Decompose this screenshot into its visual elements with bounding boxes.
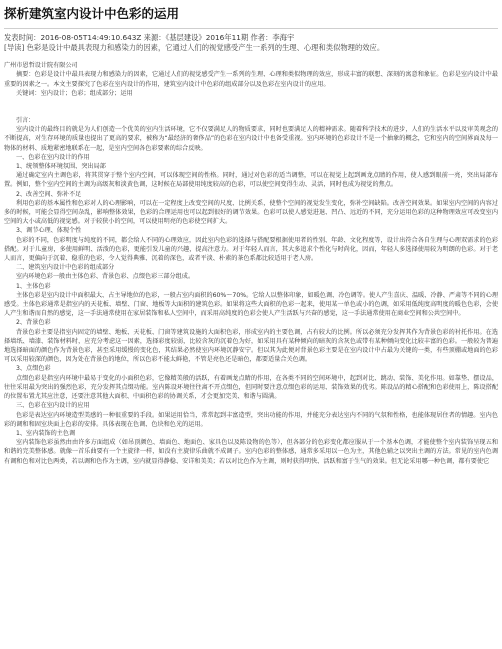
keywords-line: 关键词：室内设计；色彩；组成部分；运用 bbox=[16, 89, 133, 97]
article-title: 探析建筑室内设计中色彩的运用 bbox=[4, 6, 180, 21]
body-paragraph: 利用色彩的基本属性和色彩对人的心理影响，可以在一定程度上改变空间的尺度、比例关系，使整个空间的视觉发生变化，弥补空间缺陷。改善空间效果。如果室内空间的内容过多的时候，可能会显得空间杂乱，影响整体效果，色彩的合理运用也可以起到很好的调节效果。色彩可以使人感觉进退、凹凸、远近的不同，充分运用色彩的这种物理效应可改变室内空间的大小或高低的视觉感。对于较狭小的空间，可以使用明亮的色彩使空间扩大。 bbox=[4, 199, 498, 226]
body-paragraph: 色彩是表达室内环境造型美感的一种很重要的手段。如果运用恰当，常常起到丰富造型，突出功能的作用，并能充分表达室内不同的气氛和性格，也能体现居住者的情趣。室内色彩的调和和固室块面上色彩的安排。具体表现在色调、色块和色光的运用。 bbox=[4, 411, 498, 428]
subsection-heading: 1、主体色彩 bbox=[16, 282, 51, 290]
publication-meta: 发表时间：2016-08-05T14:49:10.643Z 来源：《基层建设》2016年11期 作者：李海宇 bbox=[4, 33, 295, 42]
body-paragraph: 点缀色彩是指室内环境中最易于变化的小面积色彩，它像精美般的活跃，有着画龙点睛的作用，在各类不同的空间环境中，起到对比、跳动、装饰、美化作用。如靠垫、摆设品，往往采用最为突出的强烈色彩，充分发挥其点缀功能。室内陈设环境往往离不开点缀色，但同时要注意点缀色彩的运用、装饰效果的优劣。陈设品的精心搭配和色彩使用上，陈设搭配的位置布置尤其应注意，还要注意其他大面积、中面积色彩的协调关系，才会更加完美、和谐与圆满。 bbox=[4, 374, 498, 401]
author-affiliation: 广州市恩哲设计院有限公司 bbox=[4, 62, 78, 70]
subsection-heading: 1、室内装饰的主色调 bbox=[16, 429, 76, 437]
body-paragraph: 背景色彩主要是指室内固定的墙壁、地板、天花板、门窗等建筑设施的大面积色彩，形成室内的主要色调，占有较大的比例。所以必须充分发挥其作为背景色彩的衬托作用。在选择墙纸、墙漆、装饰材料时，应充分考虑这一因素，选择彩度较弱，比较含灰的沉着色为好，如采用具有某种倾向的暗灰的含灰色或带有某种倾向变化比较丰富的色彩。一般较为普遍地选择暗面的颜色作为背景色彩，甚至采用缓慢的变化色，其结果必然使室内环境沉静安宁。但以其为此便对背景色彩主要是在室内设计中占最为关键的一类，有些顶棚或地面的色彩可以采用较深的颜色，因为处在背景色的地位，所以色彩不能太鲜艳，不管是亮色还是暗色，都要适量合关色调。 bbox=[4, 328, 498, 364]
body-paragraph: 主体色彩是室内设计中面积最大、占主导地位的色彩，一般占室内面积的60%～70%。它给人以整体印象，如暖色调、冷色调等。使人产生喜庆、温暖、冷静、严肃等不同的心理感受。主体色彩通常是指室内的天花板、墙壁、门窗、地板等大面积的建筑色彩。如果将这些大面积的色彩一起来，使用某一单色或小的色调，如采用低纯度高明度的暖色色彩，会使人产生和谐而自然的感觉，这一手法通常使用在家居装饰和私人空间中，而采用高纯度的色彩会使人产生活跃与兴奋的感觉，这一手法通常使用在商业空间和公共空间中。 bbox=[4, 291, 498, 318]
subsection-heading: 2、背景色彩 bbox=[16, 319, 51, 327]
body-paragraph: 室内环境色彩一般由主体色彩、背景色彩、点缀色彩三部分组成。 bbox=[16, 273, 195, 281]
abstract-paragraph: 摘要：色彩是设计中最具表现力和感染力的因素，它通过人们的视觉感受产生一系列的生理、心理和类似物理的效应，形成丰富的联想、深刻的寓意和象征。色彩是室内设计中最重要的因素之一。本文主要探究了色彩在室内设计的作用，建筑室内设计中色彩的组成部分以及色彩在室内设计的应用。 bbox=[4, 71, 498, 88]
subsection-heading: 1、统领整体环境氛围、突出局部 bbox=[16, 163, 106, 171]
body-paragraph: 室内装饰色彩虽然由由许多方面组成（如吊顶颜色、墙面色、地面色、家具色以及陈设物的色等），但各部分的色彩变化都应服从于一个基本色调，才能使整个室内装饰呈现五和和谐的完美整体感。就像一首乐曲要有一个主旋律一样，如没有主旋律乐曲就不成调子。室内色彩的整体感，通常多采用以一色为主，其他色辅之以突出主调的方法。常见的室内色调有调和色和对比色两类，若以调和色作为主调，室内就显得静稳、安详和美美；若以对比色作为主调，则时获得明快、活跃和富于生气的效果。但无论采用哪一种色调，都有要使它 bbox=[4, 439, 498, 465]
article-body bbox=[4, 61, 498, 466]
body-paragraph: 室内设计的最终目的就是为人们创造一个优美的室内生活环境，它不仅要满足人的物质要求，同时也要满足人的精神需求。随着科学技术的进步，人们的生活水平以及审美观念的不断提高，对生存环境的质量也提出了更高的要求，被称为“最经济的奢侈品”的色彩在室内设计中也备受重视。室内环境的色彩设计不是一个抽象的概念，它和室内的空间界面及每一物体的材料、质地紧密地联系在一起，是室内空间各色彩要素的综合反映。 bbox=[4, 126, 498, 152]
lead-summary: [导读] 色彩是设计中最具表现力和感染力的因素，它通过人们的视觉感受产生一系列的生理、心理和类似物理的效应。 bbox=[4, 42, 385, 52]
subsection-heading: 3、点缀色彩 bbox=[16, 365, 51, 373]
section-heading: 三、色彩在室内设计的应用 bbox=[16, 402, 90, 410]
title-divider bbox=[4, 28, 498, 29]
document-page bbox=[4, 0, 498, 466]
section-heading: 二、建筑室内设计中色彩的组成部分 bbox=[16, 264, 115, 272]
section-heading: 一、色彩在室内设计的作用 bbox=[16, 153, 90, 161]
intro-heading: 引言： bbox=[16, 117, 35, 124]
subsection-heading: 2、改善空间、弥补不足 bbox=[16, 190, 82, 198]
body-paragraph: 色彩的不同，色彩明度与纯度的不同，都会给人不同的心理效应，因此室内色彩的选择与搭配要根据使用者的性别、年龄、文化程度等，设计出符合各自生理与心理双需求的色彩搭配。对于儿童房，多使用鲜明、活泼的色彩，更能引发儿童的兴趣，提高注意力。对于年轻人而言，其大多追求个性化与时尚化，因而，年轻人多选择使用较为明朗的色彩。对于老人而言，更偏向于沉着、稳重的色彩，令人觉得典雅、沉着的深色，或者平淡、朴素的茶色系都比较适用于老人房。 bbox=[4, 236, 498, 263]
body-paragraph: 通过确定室内主调色彩，将其贯穿于整个室内空间，可以体现空间的性格。同时，通过对色彩的适当调整，可以在视觉上起到画龙点睛的作用，使人感到眼前一亮，突出局部布置。例如，整个室内空间的主调为高级灰和淡黄色调，这时候在局部使用纯度较高的色彩，可以使空间变得生动、灵活，同时也成为视觉的焦点。 bbox=[4, 172, 498, 189]
subsection-heading: 3、调节心理、体现个性 bbox=[16, 227, 82, 235]
